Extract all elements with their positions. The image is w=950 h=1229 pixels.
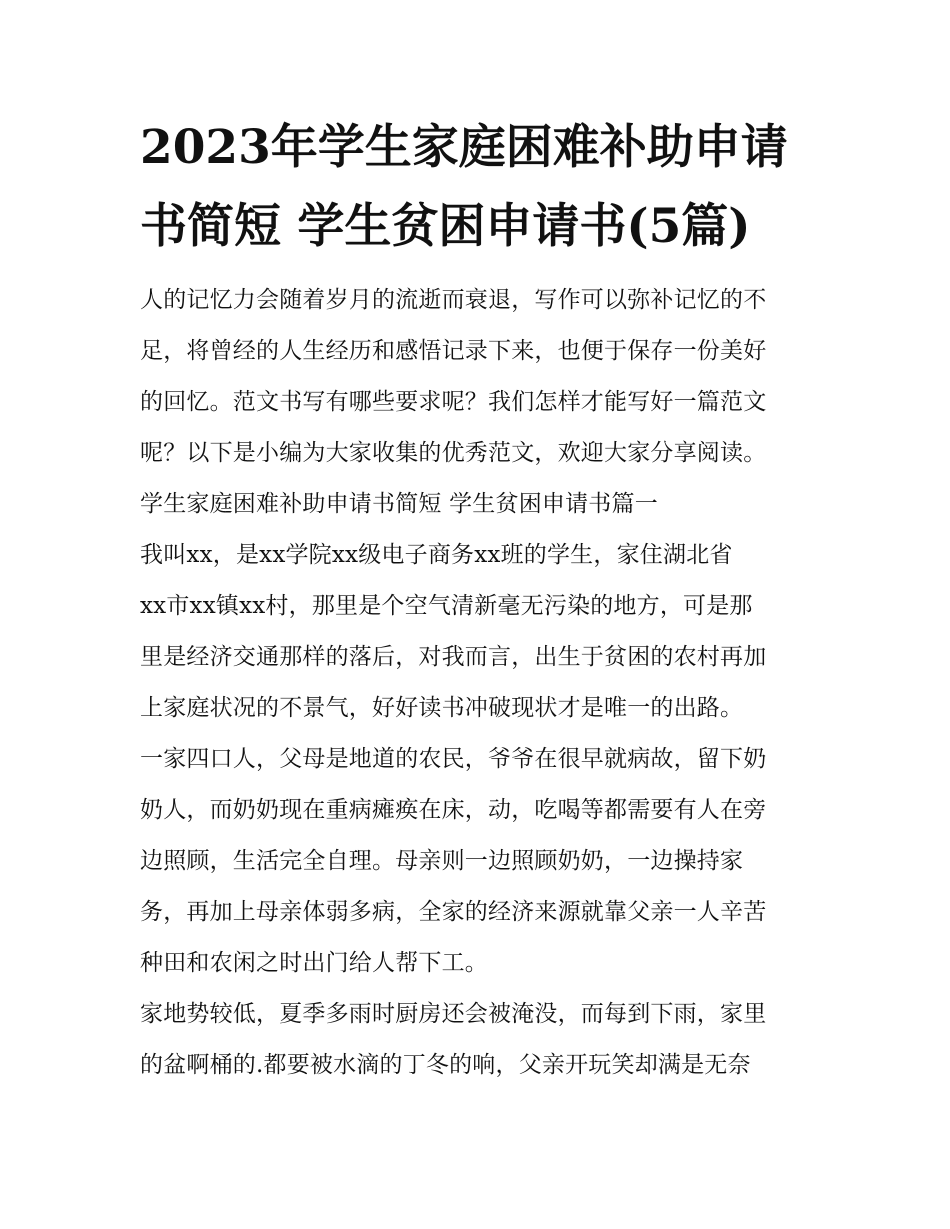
body-line-14: 种田和农闲之时出门给人帮下工。	[140, 950, 488, 976]
body-line-13: 务，再加上母亲体弱多病，全家的经济来源就靠父亲一人辛苦	[140, 899, 767, 925]
body-line-3: 的回忆。范文书写有哪些要求呢？我们怎样才能写好一篇范文	[140, 389, 767, 415]
title-line-2: 书简短 学生贫困申请书(5篇)	[140, 199, 751, 254]
title-line-1: 2023年学生家庭困难补助申请	[140, 120, 788, 175]
section-heading: 学生家庭困难补助申请书简短 学生贫困申请书篇一	[140, 491, 658, 517]
body-line-7: xx市xx镇xx村，那里是个空气清新毫无污染的地方，可是那	[140, 593, 753, 619]
body-line-11: 奶人，而奶奶现在重病瘫痪在床，动，吃喝等都需要有人在旁	[140, 797, 767, 823]
body-line-10: 一家四口人，父母是地道的农民，爷爷在很早就病故，留下奶	[140, 746, 767, 772]
document-title	[140, 108, 830, 266]
body-line-8: 里是经济交通那样的落后，对我而言，出生于贫困的农村再加	[140, 644, 767, 670]
body-line-6: 我叫xx，是xx学院xx级电子商务xx班的学生，家住湖北省	[140, 542, 733, 568]
body-line-2: 足，将曾经的人生经历和感悟记录下来，也便于保存一份美好	[140, 338, 767, 364]
body-line-9: 上家庭状况的不景气，好好读书冲破现状才是唯一的出路。	[140, 695, 744, 721]
body-line-15: 家地势较低，夏季多雨时厨房还会被淹没，而每到下雨，家里	[140, 1001, 767, 1027]
body-line-12: 边照顾，生活完全自理。母亲则一边照顾奶奶，一边操持家	[140, 848, 744, 874]
body-line-1: 人的记忆力会随着岁月的流逝而衰退，写作可以弥补记忆的不	[140, 287, 767, 313]
body-line-4: 呢？以下是小编为大家收集的优秀范文，欢迎大家分享阅读。	[140, 440, 767, 466]
body-line-16: 的盆啊桶的.都要被水滴的丁冬的响，父亲开玩笑却满是无奈	[140, 1052, 751, 1078]
